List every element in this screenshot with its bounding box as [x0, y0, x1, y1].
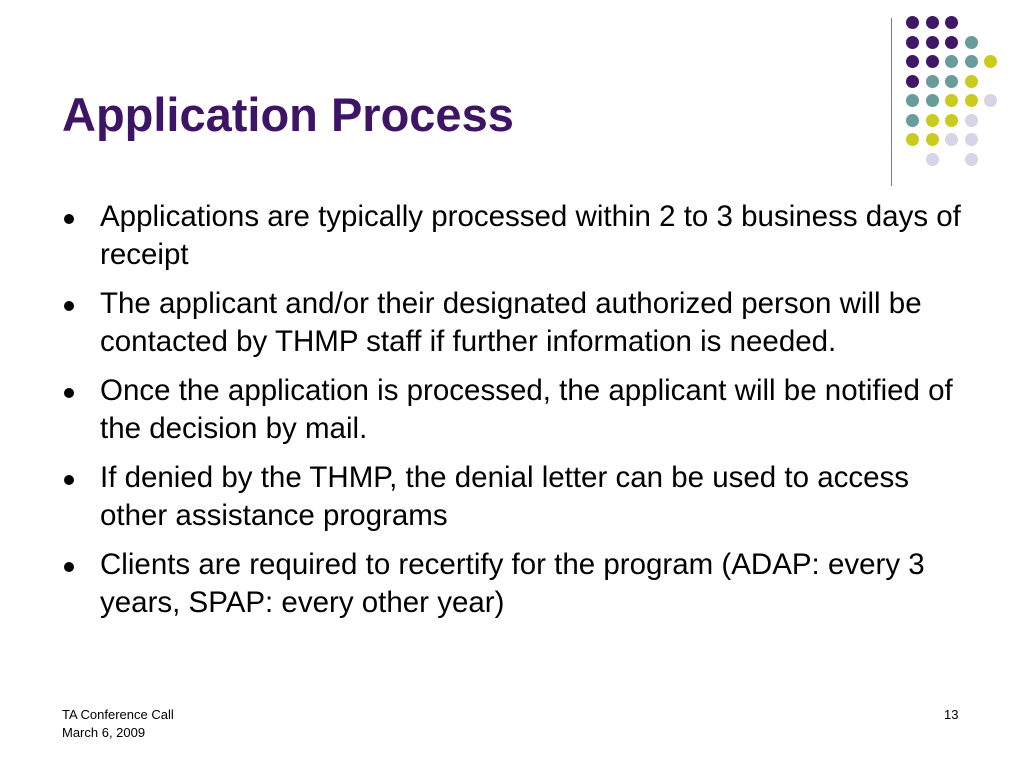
- decorative-dot: [965, 94, 978, 107]
- decorative-dot: [945, 94, 958, 107]
- bullet-item: Clients are required to recertify for the program (ADAP: every 3 years, SPAP: every other year): [64, 546, 964, 622]
- bullet-list: [64, 198, 964, 633]
- decorative-dot: [965, 75, 978, 88]
- decorative-dot: [926, 36, 939, 49]
- decorative-dot: [965, 114, 978, 127]
- decorative-dot: [945, 133, 958, 146]
- bullet-item: Once the application is processed, the applicant will be notified of the decision by mail.: [64, 372, 964, 448]
- bullet-item: Applications are typically processed within 2 to 3 business days of receipt: [64, 198, 964, 274]
- decorative-dot: [984, 55, 997, 68]
- bullet-item: The applicant and/or their designated authorized person will be contacted by THMP staff if further information is needed.: [64, 285, 964, 361]
- decorative-dot: [965, 153, 978, 166]
- footer-date: March 6, 2009: [62, 725, 146, 740]
- footer-event-name: TA Conference Call: [62, 707, 174, 722]
- decorative-dot: [926, 16, 939, 29]
- decorative-dot: [984, 94, 997, 107]
- decorative-dot: [965, 133, 978, 146]
- decorative-dot: [906, 114, 919, 127]
- bullet-item: If denied by the THMP, the denial letter can be used to access other assistance programs: [64, 459, 964, 535]
- footer-info: [62, 706, 174, 742]
- decorative-dot: [906, 36, 919, 49]
- decorative-dot: [906, 75, 919, 88]
- slide-title: Application Process: [62, 88, 514, 141]
- decorative-dot: [906, 133, 919, 146]
- decorative-dot: [926, 153, 939, 166]
- decorative-dot: [926, 114, 939, 127]
- decorative-dot: [906, 16, 919, 29]
- decorative-dot: [945, 55, 958, 68]
- decorative-dot: [945, 16, 958, 29]
- decorative-dot: [965, 36, 978, 49]
- decorative-dot: [926, 94, 939, 107]
- decorative-dot: [926, 133, 939, 146]
- decorative-dot: [926, 75, 939, 88]
- decorative-dot: [906, 94, 919, 107]
- decorative-dot: [945, 75, 958, 88]
- decorative-dot: [945, 36, 958, 49]
- page-number: 13: [944, 707, 959, 722]
- decorative-dot: [926, 55, 939, 68]
- title-divider-line: [891, 18, 892, 186]
- decorative-dot: [906, 55, 919, 68]
- decorative-dot: [965, 55, 978, 68]
- decorative-dot: [945, 114, 958, 127]
